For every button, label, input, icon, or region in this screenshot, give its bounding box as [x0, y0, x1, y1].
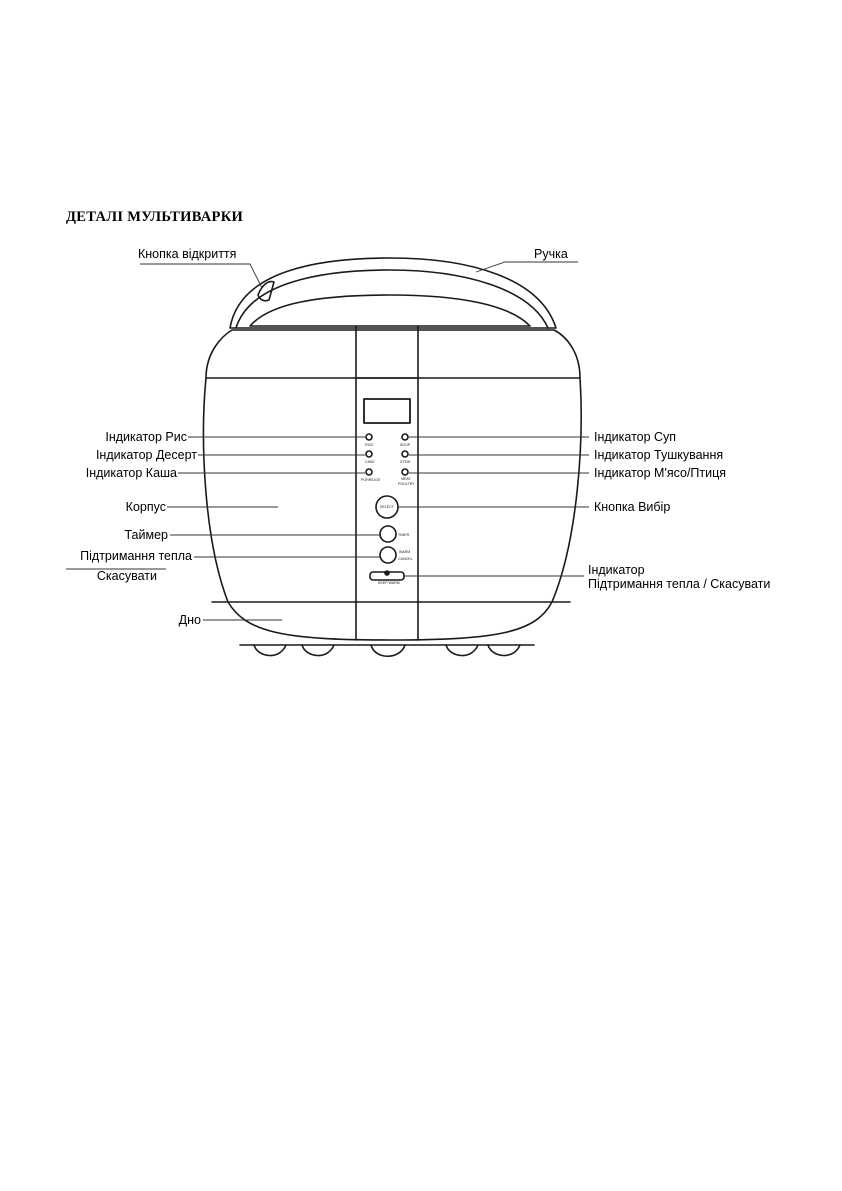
display-screen — [364, 399, 410, 423]
panel-stew: STEW — [400, 460, 411, 464]
panel-cake: CAKE — [365, 460, 375, 464]
label-warm-indicator: Індикатор — [588, 563, 645, 577]
label-bottom: Дно — [178, 613, 201, 627]
panel-warm: WARM — [399, 550, 411, 554]
label-body: Корпус — [125, 500, 166, 514]
label-soup-indicator: Індикатор Суп — [594, 430, 677, 444]
timer-button[interactable] — [380, 526, 396, 542]
cooker-body — [204, 326, 582, 640]
feet — [240, 645, 534, 656]
label-porridge-indicator: Індикатор Каша — [85, 466, 177, 480]
porridge-indicator-light — [366, 469, 372, 475]
label-dessert-indicator: Індикатор Десерт — [95, 448, 197, 462]
label-select-button: Кнопка Вибір — [594, 500, 671, 514]
label-timer: Таймер — [124, 528, 168, 542]
panel-rice: RICE — [365, 443, 374, 447]
panel-keep-warm: KEEP WARM — [378, 581, 400, 585]
label-stew-indicator: Індикатор Тушкування — [594, 448, 724, 462]
label-open-button: Кнопка відкриття — [138, 247, 237, 261]
panel-select: SELECT — [380, 505, 394, 509]
panel-timer: TIMER — [398, 533, 410, 537]
label-meat-indicator: Індикатор М'ясо/Птиця — [594, 466, 727, 480]
rice-indicator-light — [366, 434, 372, 440]
label-warm-indicator-sub: Підтримання тепла / Скасувати — [588, 577, 771, 591]
meat-indicator-light — [402, 469, 408, 475]
panel-meat: MEAT — [401, 477, 411, 481]
panel-poultry: POULTRY — [398, 482, 415, 486]
handle — [230, 258, 556, 328]
panel-soup: SOUP — [400, 443, 411, 447]
cake-indicator-light — [366, 451, 372, 457]
stew-indicator-light — [402, 451, 408, 457]
keep-warm-light — [385, 571, 389, 575]
label-keep-warm: Підтримання тепла — [80, 549, 192, 563]
warm-cancel-button[interactable] — [380, 547, 396, 563]
panel-porridge: PORRIDGE — [361, 478, 381, 482]
panel-cancel: CANCEL — [398, 557, 413, 561]
soup-indicator-light — [402, 434, 408, 440]
page-title: ДЕТАЛІ МУЛЬТИВАРКИ — [66, 209, 244, 225]
label-handle: Ручка — [534, 247, 568, 261]
label-rice-indicator: Індикатор Рис — [105, 430, 187, 444]
label-cancel: Скасувати — [96, 569, 157, 583]
